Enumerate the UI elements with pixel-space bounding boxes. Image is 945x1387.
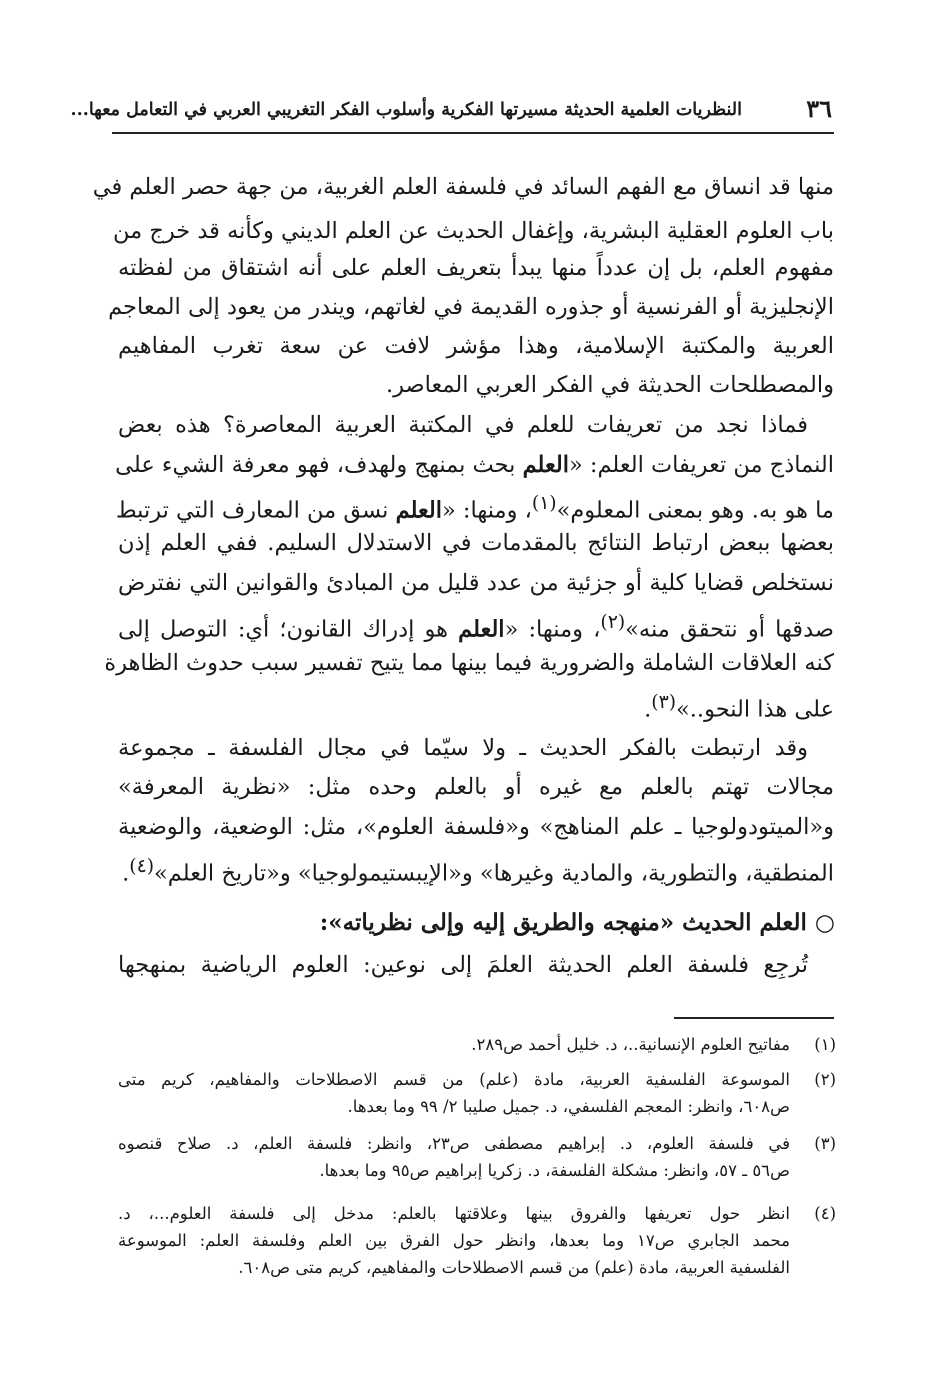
text-run: النماذج من تعريفات العلم: « — [568, 452, 834, 478]
section-heading — [119, 908, 835, 938]
text-run: على هذا النحو..» — [676, 696, 834, 723]
footnote-number: (٣) — [814, 1134, 836, 1153]
footnote-line: مفاتيح العلوم الإنسانية..، د. خليل أحمد ص٢٨٩. — [471, 1035, 790, 1054]
footnote-number: (٤) — [814, 1204, 836, 1223]
text-run: ، ومنها: « — [504, 616, 601, 643]
footnote-ref: (١) — [531, 493, 557, 514]
body-line — [118, 688, 834, 725]
text-run: . — [122, 860, 130, 887]
footnote-number: (١) — [814, 1035, 836, 1054]
body-line: و«الميتودولوجيا ـ علم المناهج» و«فلسفة العلوم»، مثل: الوضعية، والوضعية — [118, 814, 834, 840]
body-line: نستخلص قضايا كلية أو جزئية من عدد قليل من المبادئ والقوانين التي نفترض — [118, 570, 834, 596]
body-line: باب العلوم العقلية البشرية، وإغفال الحديث عن العلم الديني وكأنه قد خرج من — [113, 218, 834, 244]
footnote-line: ص٦٠٨، وانظر: المعجم الفلسفي، د. جميل صليبا ٢/ ٩٩ وما بعدها. — [347, 1097, 790, 1116]
page-header — [70, 94, 832, 130]
footnote-ref: (٤) — [129, 856, 155, 877]
footnote — [118, 1066, 836, 1120]
text-run: صدقها أو نتحقق منه» — [625, 616, 834, 643]
body-line: وقد ارتبطت بالفكر الحديث ـ ولا سيّما في مجال الفلسفة ـ مجموعة — [118, 735, 808, 761]
text-run: ، ومنها: « — [442, 497, 532, 524]
body-line: منها قد انساق مع الفهم السائد في فلسفة العلم الغربية، من جهة حصر العلم في — [92, 174, 834, 200]
footnote-line: الفلسفية العربية، مادة (علم) من قسم الاصطلاحات والمفاهيم، كريم متى ص٦٠٨. — [238, 1258, 790, 1277]
body-line — [115, 489, 834, 526]
bold-term: العلم — [522, 452, 569, 478]
footnote — [118, 1031, 836, 1058]
section-heading-text: العلم الحديث «منهجه والطريق إليه وإلى نظرياته»: — [319, 909, 807, 936]
body-line: والمصطلحات الحديثة في الفكر العربي المعاصر. — [385, 372, 834, 398]
body-line: كنه العلاقات الشاملة والضرورية فيما بينها مما يتيح تفسير سبب حدوث الظاهرة — [104, 650, 834, 676]
text-run: ما هو به. وهو بمعنى المعلوم» — [556, 497, 834, 524]
bold-term: العلم — [395, 497, 442, 524]
footnote-line: الموسوعة الفلسفية العربية، مادة (علم) من قسم الاصطلاحات والمفاهيم، كريم متى — [118, 1070, 790, 1089]
bold-term: العلم — [458, 616, 505, 643]
body-line: العربية والمكتبة الإسلامية، وهذا مؤشر لافت عن سعة تغرب المفاهيم — [118, 333, 834, 359]
footnote-line: انظر حول تعريفها والفروق بينها وعلاقتها بالعلم: مدخل إلى فلسفة العلوم...، د. — [118, 1204, 790, 1223]
page-number: ٣٦ — [806, 94, 832, 123]
footnote-rule — [674, 1017, 834, 1019]
footnote — [118, 1200, 836, 1281]
footnote-line: في فلسفة العلوم، د. إبراهيم مصطفى ص٢٣، وانظر: فلسفة العلم، د. صلاح قنصوه — [118, 1134, 790, 1153]
footnote — [118, 1130, 836, 1184]
footnote-number: (٢) — [814, 1070, 836, 1089]
header-rule — [112, 132, 834, 134]
body-line — [118, 608, 834, 645]
body-line: بعضها ببعض ارتباط النتائج بالمقدمات في الاستدلال السليم. ففي العلم إذن — [118, 530, 834, 556]
footnote-ref: (٢) — [600, 612, 626, 633]
text-run: . — [644, 696, 652, 723]
body-line — [115, 450, 834, 480]
running-title: النظريات العلمية الحديثة مسيرتها الفكرية وأسلوب الفكر التغريبي العربي في التعامل معها... — [70, 100, 742, 120]
text-run: بحث بمنهج ولهدف، فهو معرفة الشيء على — [115, 452, 523, 478]
footnote-ref: (٣) — [651, 692, 677, 713]
body-line: فماذا نجد من تعريفات للعلم في المكتبة العربية المعاصرة؟ هذه بعض — [118, 412, 808, 438]
body-line: الإنجليزية أو الفرنسية أو جذوره القديمة في لغاتهم، ويندر من يعود إلى المعاجم — [108, 294, 834, 320]
body-line: مجالات تهتم بالعلم مع غيره أو بالعلم وحده مثل: «نظرية المعرفة» — [118, 774, 834, 800]
text-run: هو إدراك القانون؛ أي: التوصل إلى — [118, 616, 459, 643]
body-line — [118, 852, 834, 889]
text-run: المنطقية، والتطورية، والمادية وغيرها» و«الإيبستيمولوجيا» و«تاريخ العلم» — [154, 860, 834, 887]
footnote-line: محمد الجابري ص١٧ وما بعدها، وانظر حول الفرق بين العلم وفلسفة العلم: الموسوعة — [118, 1231, 791, 1250]
body-line: مفهوم العلم، بل إن عدداً منها يبدأ بتعريف العلم على أنه اشتقاق من لفظته — [118, 255, 834, 281]
text-run: نسق من المعارف التي ترتبط — [115, 497, 396, 524]
footnote-line: ص٥٦ ـ ٥٧، وانظر: مشكلة الفلسفة، د. زكريا إبراهيم ص٩٥ وما بعدها. — [319, 1161, 790, 1180]
body-line: تُرجِع فلسفة العلم الحديثة العلمَ إلى نوعين: العلوم الرياضية بمنهجها — [118, 952, 808, 978]
bullet-circle-icon: ○ — [814, 909, 835, 936]
